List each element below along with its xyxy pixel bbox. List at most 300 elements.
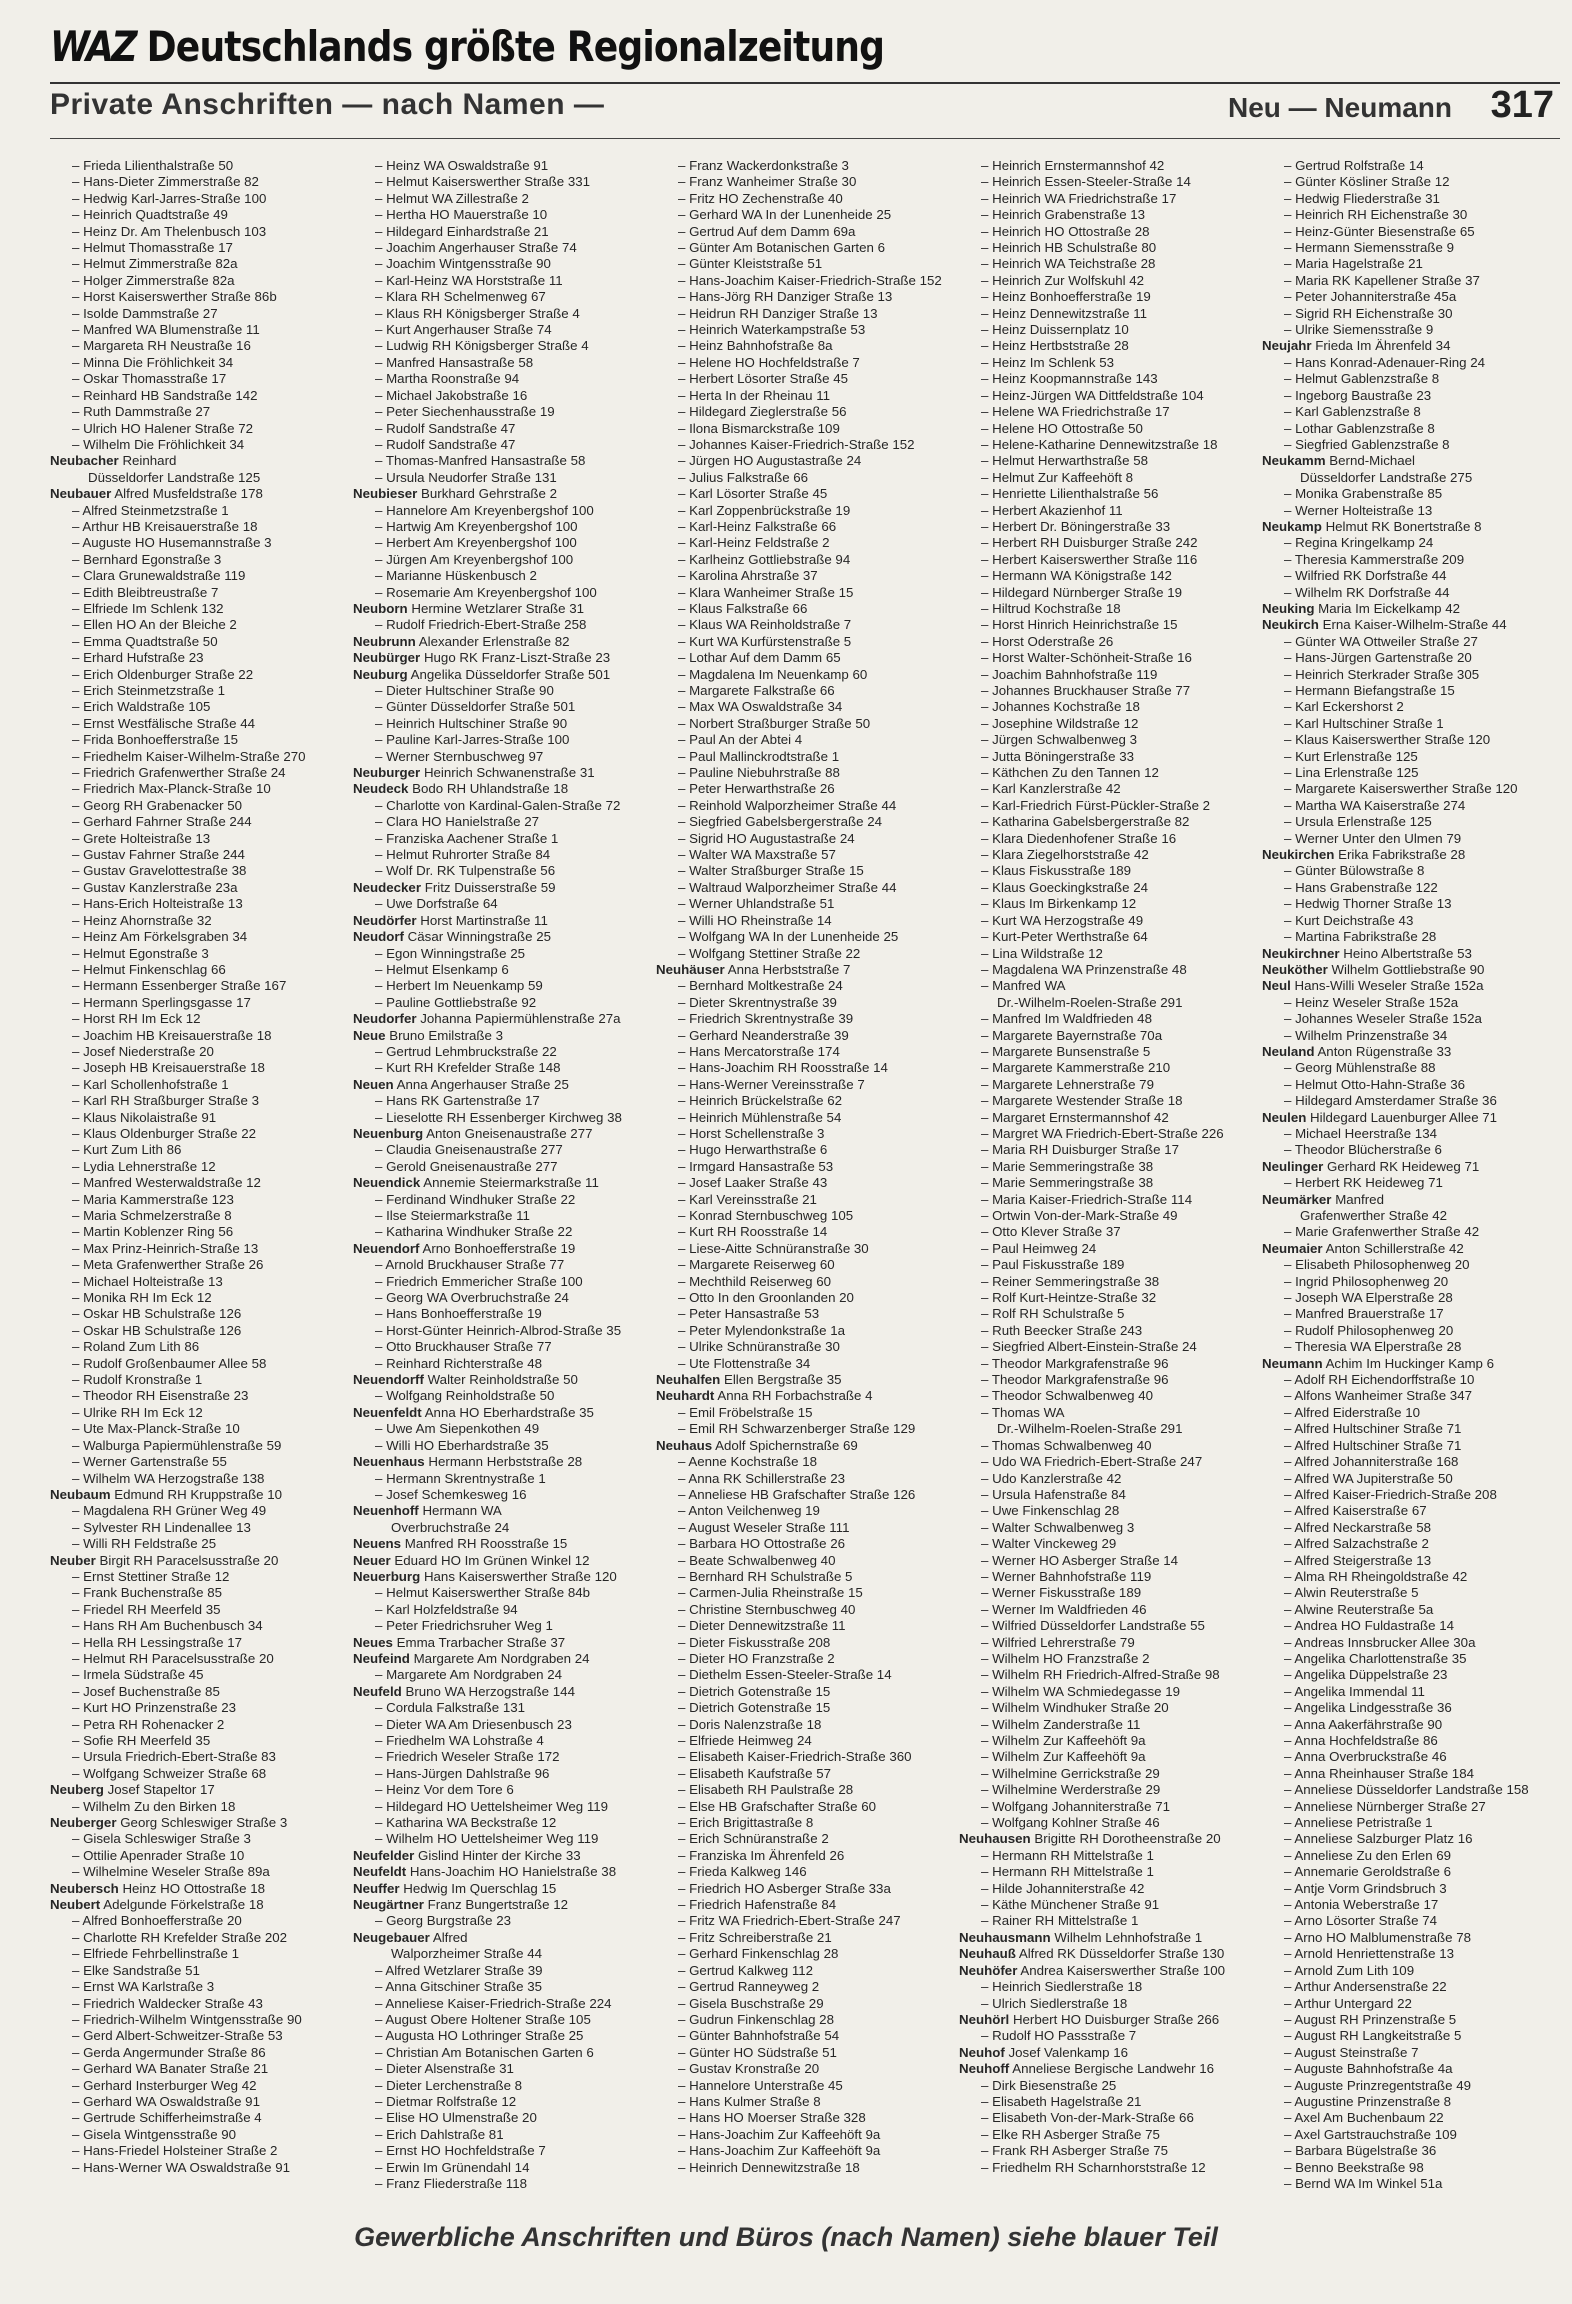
listing-entry xyxy=(656,896,952,912)
entry-text: Heinz Koopmannstraße 143 xyxy=(992,371,1158,387)
entry-text: Wilhelm RK Dorfstraße 44 xyxy=(1295,584,1450,600)
surname: Neukirchner xyxy=(1262,945,1340,961)
listing-entry xyxy=(959,1208,1255,1224)
entry-text: Dirk Biesenstraße 25 xyxy=(992,2077,1117,2093)
surname-entry xyxy=(353,1077,649,1093)
listing-entry xyxy=(353,1159,649,1175)
listing-entry xyxy=(50,1454,346,1470)
listing-entry xyxy=(656,552,952,568)
listing-entry xyxy=(1262,765,1558,781)
entry-text: Fritz Duisserstraße 59 xyxy=(424,879,556,895)
entry-text: Ilse Steiermarkstraße 11 xyxy=(386,1208,530,1223)
entry-text: Julius Falkstraße 66 xyxy=(689,469,809,485)
entry-text: Hans Kulmer Straße 8 xyxy=(689,2093,821,2109)
entry-text: Anna RH Forbachstraße 4 xyxy=(717,1388,873,1404)
surname: Neubieser xyxy=(353,486,418,502)
entry-text: Franz Wackerdonkstraße 3 xyxy=(689,158,849,173)
entry-text: Alfred Kaiser-Friedrich-Straße 208 xyxy=(1294,1486,1497,1502)
entry-text: Paul Mallinckrodtstraße 1 xyxy=(689,748,840,764)
surname: Neuhäuser xyxy=(656,961,725,977)
listing-entry xyxy=(353,1815,649,1831)
listing-entry xyxy=(50,2143,346,2159)
listing-entry xyxy=(656,1930,952,1946)
listing-entry xyxy=(656,946,952,962)
entry-text: Dieter WA Am Driesenbusch 23 xyxy=(386,1716,572,1732)
entry-text: Martha Roonstraße 94 xyxy=(386,371,520,387)
listing-entry xyxy=(50,995,346,1011)
listing-entry xyxy=(959,1159,1255,1175)
listing-entry xyxy=(656,568,952,584)
entry-text: Gustav Gravelottestraße 38 xyxy=(83,863,247,879)
entry-text: Klaus WA Reinholdstraße 7 xyxy=(689,617,852,633)
surname: Neuendorf xyxy=(353,1240,420,1256)
surname-entry xyxy=(353,601,649,617)
entry-text: Anna Angerhauser Straße 25 xyxy=(396,1076,569,1092)
listing-entry xyxy=(353,1831,649,1847)
entry-text: Heinrich Hultschiner Straße 90 xyxy=(386,715,568,731)
entry-text: Karl Eckershorst 2 xyxy=(1295,699,1404,715)
listing-entry xyxy=(353,207,649,223)
listing-entry xyxy=(959,453,1255,469)
listing-entry xyxy=(959,1110,1255,1126)
listing-entry xyxy=(959,749,1255,765)
listing-entry xyxy=(959,437,1255,453)
listing-entry xyxy=(1262,781,1558,797)
entry-text: Karl Kanzlerstraße 42 xyxy=(992,781,1121,797)
entry-text: Meta Grafenwerther Straße 26 xyxy=(83,1257,264,1273)
entry-text: Erich Dahlstraße 81 xyxy=(386,2126,504,2142)
listing-entry xyxy=(353,503,649,519)
listing-entry xyxy=(656,1618,952,1634)
entry-text: Hans-Joachim Zur Kaffeehöft 9a xyxy=(689,2143,881,2159)
listing-entry xyxy=(1262,388,1558,404)
entry-text: Alfred Steinmetzstraße 1 xyxy=(82,502,229,518)
entry-text: Ute Flottenstraße 34 xyxy=(689,1355,811,1371)
listing-entry xyxy=(656,2028,952,2044)
listing-entry xyxy=(656,1569,952,1585)
surname-entry xyxy=(656,1438,952,1454)
listing-entry xyxy=(50,847,346,863)
entry-text: Andrea Kaiserswerther Straße 100 xyxy=(1020,1962,1226,1978)
listing-entry xyxy=(656,2045,952,2061)
entry-text: Klaus RH Königsberger Straße 4 xyxy=(386,305,580,321)
entry-text: Adolf Spichernstraße 69 xyxy=(715,1437,858,1453)
entry-text: Heinz Vor dem Tore 6 xyxy=(386,1782,514,1798)
listing-entry xyxy=(1262,913,1558,929)
listing-entry xyxy=(50,1471,346,1487)
entry-text: Emma Trarbacher Straße 37 xyxy=(396,1634,566,1650)
entry-text: Anna HO Eberhardstraße 35 xyxy=(424,1404,594,1420)
listing-entry xyxy=(1262,880,1558,896)
listing-entry xyxy=(959,1388,1255,1404)
listing-entry xyxy=(50,158,346,174)
listing-entry xyxy=(353,2061,649,2077)
listing-entry xyxy=(1262,1274,1558,1290)
entry-text: Wilfried Lehrerstraße 79 xyxy=(992,1634,1135,1650)
entry-text: Magdalena Im Neuenkamp 60 xyxy=(689,666,868,682)
listing-entry xyxy=(656,453,952,469)
surname: Neuking xyxy=(1262,600,1315,616)
listing-entry xyxy=(959,1799,1255,1815)
listing-entry xyxy=(50,273,346,289)
entry-text: Dieter HO Franzstraße 2 xyxy=(689,1650,835,1666)
entry-text: Frieda Kalkweg 146 xyxy=(689,1864,807,1880)
listing-entry xyxy=(353,1913,649,1929)
entry-text: Reinhard HB Sandstraße 142 xyxy=(83,387,258,403)
entry-text: Wilhelm HO Franzstraße 2 xyxy=(992,1650,1150,1666)
entry-text: Siegfried Gablenzstraße 8 xyxy=(1295,436,1450,452)
listing-entry xyxy=(353,1224,649,1240)
entry-text: Theodor Markgrafenstraße 96 xyxy=(991,1355,1169,1371)
entry-text: Georg Burgstraße 23 xyxy=(386,1913,511,1929)
listing-entry xyxy=(353,1979,649,1995)
entry-text: Roland Zum Lith 86 xyxy=(83,1339,200,1355)
listing-entry xyxy=(50,1799,346,1815)
surname-entry xyxy=(353,1241,649,1257)
entry-text: Helene HO Hochfeldstraße 7 xyxy=(689,354,860,370)
entry-text: Oskar Thomasstraße 17 xyxy=(83,371,227,387)
entry-text: Gertrud Rolfstraße 14 xyxy=(1295,158,1424,173)
entry-text: Klara Diedenhofener Straße 16 xyxy=(992,830,1177,846)
listing-entry xyxy=(1262,174,1558,190)
entry-text: Gerd Albert-Schweitzer-Straße 53 xyxy=(83,2028,283,2044)
listing-entry xyxy=(959,1274,1255,1290)
listing-entry xyxy=(1262,1864,1558,1880)
surname-entry xyxy=(1262,601,1558,617)
entry-text: Margarete Lehnerstraße 79 xyxy=(992,1076,1154,1092)
surname: Neuberger xyxy=(50,1815,117,1831)
listing-entry xyxy=(353,863,649,879)
listing-entry xyxy=(1262,1011,1558,1027)
entry-text: Karl Gablenzstraße 8 xyxy=(1295,404,1421,420)
listing-entry xyxy=(1262,1323,1558,1339)
listing-entry xyxy=(1262,2143,1558,2159)
entry-text: Frieda Lilienthalstraße 50 xyxy=(83,158,234,173)
entry-text: Helmut Gablenzstraße 8 xyxy=(1295,371,1440,387)
listing-entry xyxy=(656,306,952,322)
entry-text: Marie Semmeringstraße 38 xyxy=(992,1158,1154,1174)
entry-text: Heinrich Siedlerstraße 18 xyxy=(992,1979,1143,1995)
entry-text: Gislind Hinter der Kirche 33 xyxy=(418,1847,581,1863)
listing-entry xyxy=(656,929,952,945)
listing-entry xyxy=(1262,1421,1558,1437)
entry-text: Elisabeth Kaufstraße 57 xyxy=(689,1765,832,1781)
entry-text: Maria RK Kapellener Straße 37 xyxy=(1295,272,1480,288)
entry-text: Frank RH Asberger Straße 75 xyxy=(992,2143,1168,2159)
listing-entry xyxy=(656,585,952,601)
entry-text: Bernd-Michael xyxy=(1329,453,1415,469)
entry-text: Werner Bahnhofstraße 119 xyxy=(992,1568,1152,1584)
entry-text: Hermann WA Königstraße 142 xyxy=(992,568,1172,584)
entry-text: Reinhold Walporzheimer Straße 44 xyxy=(689,797,897,813)
entry-text: Manfred WA xyxy=(992,978,1066,994)
entry-text: Günter Düsseldorfer Straße 501 xyxy=(386,699,576,715)
entry-text: Käthchen Zu den Tannen 12 xyxy=(992,765,1159,781)
entry-text: Josef Niederstraße 20 xyxy=(83,1043,214,1059)
entry-text: Andrea HO Fuldastraße 14 xyxy=(1294,1618,1454,1634)
entry-text: Lieselotte RH Essenberger Kirchweg 38 xyxy=(386,1109,622,1125)
listing-entry xyxy=(353,1339,649,1355)
entry-text: Franziska Im Ährenfeld 26 xyxy=(689,1847,845,1863)
entry-text: Heinrich Sterkrader Straße 305 xyxy=(1295,666,1480,682)
surname-entry xyxy=(656,1388,952,1404)
listing-entry xyxy=(50,322,346,338)
entry-text: Karl-Friedrich Fürst-Pückler-Straße 2 xyxy=(992,797,1211,813)
entry-text: Rainer RH Mittelstraße 1 xyxy=(992,1913,1139,1929)
entry-text: Klara Ziegelhorststraße 42 xyxy=(992,847,1149,863)
entry-text: Udo Kanzlerstraße 42 xyxy=(992,1470,1122,1486)
entry-text: Ernst Westfälische Straße 44 xyxy=(83,715,256,731)
listing-entry xyxy=(1262,1996,1558,2012)
entry-text: Georg Mühlenstraße 88 xyxy=(1295,1060,1436,1076)
listing-entry xyxy=(1262,273,1558,289)
surname: Neuhoff xyxy=(959,2061,1010,2077)
entry-text: Gertrude Schifferheimstraße 4 xyxy=(83,2110,262,2126)
entry-text: Henriette Lilienthalstraße 56 xyxy=(992,486,1159,502)
listing-entry xyxy=(959,880,1255,896)
entry-text: Emma Quadtstraße 50 xyxy=(83,633,218,649)
listing-entry xyxy=(959,1913,1255,1929)
entry-text: Sigrid HO Augustastraße 24 xyxy=(689,830,855,846)
entry-text: Rudolf Philosophenweg 20 xyxy=(1295,1322,1454,1338)
listing-entry xyxy=(959,535,1255,551)
entry-text: Heinrich HO Ottostraße 28 xyxy=(992,223,1150,239)
listing-entry xyxy=(959,240,1255,256)
entry-text: Hugo Herwarthstraße 6 xyxy=(689,1142,828,1158)
entry-text: Hermine Wetzlarer Straße 31 xyxy=(411,600,585,616)
listing-entry xyxy=(1262,1471,1558,1487)
listing-entry xyxy=(656,1831,952,1847)
entry-text: Peter Friedrichsruher Weg 1 xyxy=(386,1618,553,1634)
surname-entry xyxy=(1262,847,1558,863)
listing-entry xyxy=(1262,1946,1558,1962)
listing-entry xyxy=(1262,2012,1558,2028)
listing-entry xyxy=(959,699,1255,715)
listing-entry xyxy=(656,2078,952,2094)
entry-text: Hertha HO Mauerstraße 10 xyxy=(386,207,548,223)
listing-entry xyxy=(50,2094,346,2110)
entry-text: Alfred Hultschiner Straße 71 xyxy=(1294,1421,1462,1437)
entry-text: Hiltrud Kochstraße 18 xyxy=(992,600,1121,616)
entry-text: Ursula Hafenstraße 84 xyxy=(992,1486,1126,1502)
entry-text: Anton Veilchenweg 19 xyxy=(688,1503,820,1519)
entry-text: Franz Bungertstraße 12 xyxy=(427,1897,569,1913)
entry-text: Alwin Reuterstraße 5 xyxy=(1294,1585,1419,1601)
entry-text: Hans-Jürgen Gartenstraße 20 xyxy=(1295,650,1472,666)
entry-text: Erich Steinmetzstraße 1 xyxy=(83,683,225,698)
listing-entry xyxy=(959,650,1255,666)
listing-entry xyxy=(50,1503,346,1519)
listing-entry xyxy=(656,765,952,781)
listing-entry xyxy=(353,322,649,338)
surname: Neufeld xyxy=(353,1683,402,1699)
listing-entry xyxy=(656,371,952,387)
entry-text: Ellen HO An der Bleiche 2 xyxy=(83,617,237,633)
listing-entry xyxy=(353,224,649,240)
entry-text: Margarete Am Nordgraben 24 xyxy=(413,1650,590,1666)
listing-entry xyxy=(656,1192,952,1208)
entry-text: Friedhelm WA Lohstraße 4 xyxy=(386,1733,544,1748)
surname: Neuendorff xyxy=(353,1372,424,1388)
entry-text: Erich Waldstraße 105 xyxy=(83,699,211,715)
entry-text: Helmut Finkenschlag 66 xyxy=(83,961,226,977)
listing-entry xyxy=(353,1192,649,1208)
listing-entry xyxy=(1262,289,1558,305)
entry-text: Herbert RK Heideweg 71 xyxy=(1295,1175,1443,1191)
listing-entry xyxy=(1262,191,1558,207)
entry-text: Günter HO Südstraße 51 xyxy=(689,2044,837,2060)
listing-entry xyxy=(959,519,1255,535)
entry-text: Kurt HO Prinzenstraße 23 xyxy=(83,1700,237,1716)
entry-text: Herbert RH Duisburger Straße 242 xyxy=(992,535,1198,551)
entry-text: Ingeborg Baustraße 23 xyxy=(1295,387,1432,403)
listing-entry xyxy=(50,1520,346,1536)
listing-entry xyxy=(959,2143,1255,2159)
listing-entry xyxy=(1262,1028,1558,1044)
listing-entry xyxy=(1262,1979,1558,1995)
listing-entry xyxy=(656,1913,952,1929)
entry-text: Hans Kaiserswerther Straße 120 xyxy=(423,1568,617,1584)
entry-text: Lothar Gablenzstraße 8 xyxy=(1295,420,1435,436)
listing-entry xyxy=(353,1438,649,1454)
entry-text: Georg WA Overbruchstraße 24 xyxy=(386,1290,569,1306)
entry-text: Oskar HB Schulstraße 126 xyxy=(83,1322,242,1338)
listing-entry xyxy=(1262,1881,1558,1897)
surname: Neudecker xyxy=(353,879,421,895)
entry-text: Monika RH Im Eck 12 xyxy=(83,1290,212,1306)
entry-text: Werner Holteistraße 13 xyxy=(1295,502,1433,518)
entry-text: Arthur Andersenstraße 22 xyxy=(1294,1979,1447,1995)
listing-entry xyxy=(959,1749,1255,1765)
listing-entry xyxy=(1262,568,1558,584)
entry-text: Anna Hochfeldstraße 86 xyxy=(1294,1733,1438,1748)
entry-text: Reiner Semmeringstraße 38 xyxy=(992,1273,1160,1289)
entry-text: Heino Albertstraße 53 xyxy=(1343,945,1472,961)
entry-text: Liese-Aitte Schnüranstraße 30 xyxy=(689,1240,869,1256)
entry-text: Augusta HO Lothringer Straße 25 xyxy=(385,2028,584,2044)
listing-entry xyxy=(1262,306,1558,322)
listing-entry xyxy=(50,1700,346,1716)
entry-text: Werner Uhlandstraße 51 xyxy=(689,896,835,912)
entry-text: Otto Klever Straße 37 xyxy=(992,1224,1121,1240)
listing-entry xyxy=(959,1028,1255,1044)
listing-entry xyxy=(50,1635,346,1651)
entry-text: Margarete Kaiserswerther Straße 120 xyxy=(1295,781,1518,797)
entry-text: Gerhard WA Banater Straße 21 xyxy=(83,2061,269,2077)
listing-entry xyxy=(656,1684,952,1700)
listing-entry xyxy=(1262,371,1558,387)
entry-text: Carmen-Julia Rheinstraße 15 xyxy=(689,1585,863,1601)
entry-text: Hugo RK Franz-Liszt-Straße 23 xyxy=(423,650,611,666)
entry-text: Franz Wanheimer Straße 30 xyxy=(689,174,857,190)
listing-entry xyxy=(1262,1175,1558,1191)
entry-text: Eduard HO Im Grünen Winkel 12 xyxy=(394,1552,590,1568)
entry-text: Martin Koblenzer Ring 56 xyxy=(83,1224,234,1240)
listing-entry xyxy=(959,1553,1255,1569)
listing-entry xyxy=(353,2045,649,2061)
entry-text: Wolfgang Kohlner Straße 46 xyxy=(992,1815,1160,1831)
listing-entry xyxy=(959,814,1255,830)
surname-entry xyxy=(959,2012,1255,2028)
listing-entry xyxy=(50,1421,346,1437)
entry-text: Otto Bruckhauser Straße 77 xyxy=(386,1339,552,1355)
entry-text: Erika Fabrikstraße 28 xyxy=(1338,847,1466,863)
listing-entry xyxy=(353,535,649,551)
entry-text: Helmut Zimmerstraße 82a xyxy=(83,256,238,272)
listing-entry xyxy=(353,1766,649,1782)
listing-entry xyxy=(50,1585,346,1601)
entry-text: Ernst WA Karlstraße 3 xyxy=(83,1979,215,1995)
entry-text: Wolfgang Johanniterstraße 71 xyxy=(992,1798,1170,1814)
entry-text: Friedrich Weseler Straße 172 xyxy=(386,1749,560,1765)
listing-entry xyxy=(959,995,1255,1011)
listing-entry xyxy=(1262,1339,1558,1355)
surname: Neukamm xyxy=(1262,453,1326,469)
entry-text: Karl Vereinsstraße 21 xyxy=(689,1191,817,1207)
entry-text: Walporzheimer Straße 44 xyxy=(391,1946,542,1962)
listing-entry xyxy=(959,1635,1255,1651)
entry-text: Hans Mercatorstraße 174 xyxy=(689,1043,840,1059)
listing-entry xyxy=(656,1848,952,1864)
listing-entry xyxy=(1262,2078,1558,2094)
listing-entry xyxy=(50,1093,346,1109)
listing-entry xyxy=(959,158,1255,174)
listing-entry xyxy=(50,1356,346,1372)
entry-text: Gertrud Kalkweg 112 xyxy=(689,1962,814,1978)
surname-entry xyxy=(353,1569,649,1585)
entry-text: Heinz Ahornstraße 32 xyxy=(83,912,212,928)
entry-text: Joachim Angerhauser Straße 74 xyxy=(386,240,577,256)
listing-entry xyxy=(959,355,1255,371)
entry-text: Wilhelm Die Fröhlichkeit 34 xyxy=(83,436,245,452)
entry-text: Alfred Neckarstraße 58 xyxy=(1294,1519,1432,1535)
entry-text: Helmut Kaiserswerther Straße 331 xyxy=(386,174,591,190)
listing-entry xyxy=(656,224,952,240)
surname-entry xyxy=(1262,338,1558,354)
listing-entry xyxy=(1262,1077,1558,1093)
listing-entry xyxy=(353,240,649,256)
listing-entry xyxy=(959,716,1255,732)
listing-entry xyxy=(959,1667,1255,1683)
entry-text: Walter Reinholdstraße 50 xyxy=(427,1372,578,1388)
entry-text: Wilhelm HO Uettelsheimer Weg 119 xyxy=(386,1831,599,1847)
entry-text: Magdalena RH Grüner Weg 49 xyxy=(83,1503,267,1519)
listing-entry xyxy=(50,650,346,666)
entry-text: Peter Mylendonkstraße 1a xyxy=(689,1322,846,1338)
surname: Neubacher xyxy=(50,453,119,469)
entry-text: Peter Johanniterstraße 45a xyxy=(1295,289,1457,305)
entry-text: Overbruchstraße 24 xyxy=(391,1519,510,1535)
entry-text: Annemie Steiermarkstraße 11 xyxy=(423,1175,599,1191)
listing-entry xyxy=(1262,1831,1558,1847)
listing-entry xyxy=(656,1881,952,1897)
listing-entry xyxy=(1262,1602,1558,1618)
entry-text: Elisabeth Hagelstraße 21 xyxy=(992,2093,1142,2109)
listing-entry xyxy=(50,207,346,223)
surname-entry xyxy=(353,913,649,929)
entry-text: Alfred WA Jupiterstraße 50 xyxy=(1294,1470,1453,1486)
listing-entry xyxy=(50,2045,346,2061)
surname-entry xyxy=(656,1372,952,1388)
entry-text: Arthur Untergard 22 xyxy=(1294,1995,1412,2011)
entry-text: Bruno WA Herzogstraße 144 xyxy=(405,1683,575,1699)
entry-text: Johanna Papiermühlenstraße 27a xyxy=(420,1011,621,1027)
listing-entry xyxy=(959,831,1255,847)
listing-entry xyxy=(1262,1651,1558,1667)
listing-entry xyxy=(656,470,952,486)
entry-text: Heinrich Grabenstraße 13 xyxy=(992,207,1146,223)
entry-text: Arno Lösorter Straße 74 xyxy=(1294,1913,1438,1929)
